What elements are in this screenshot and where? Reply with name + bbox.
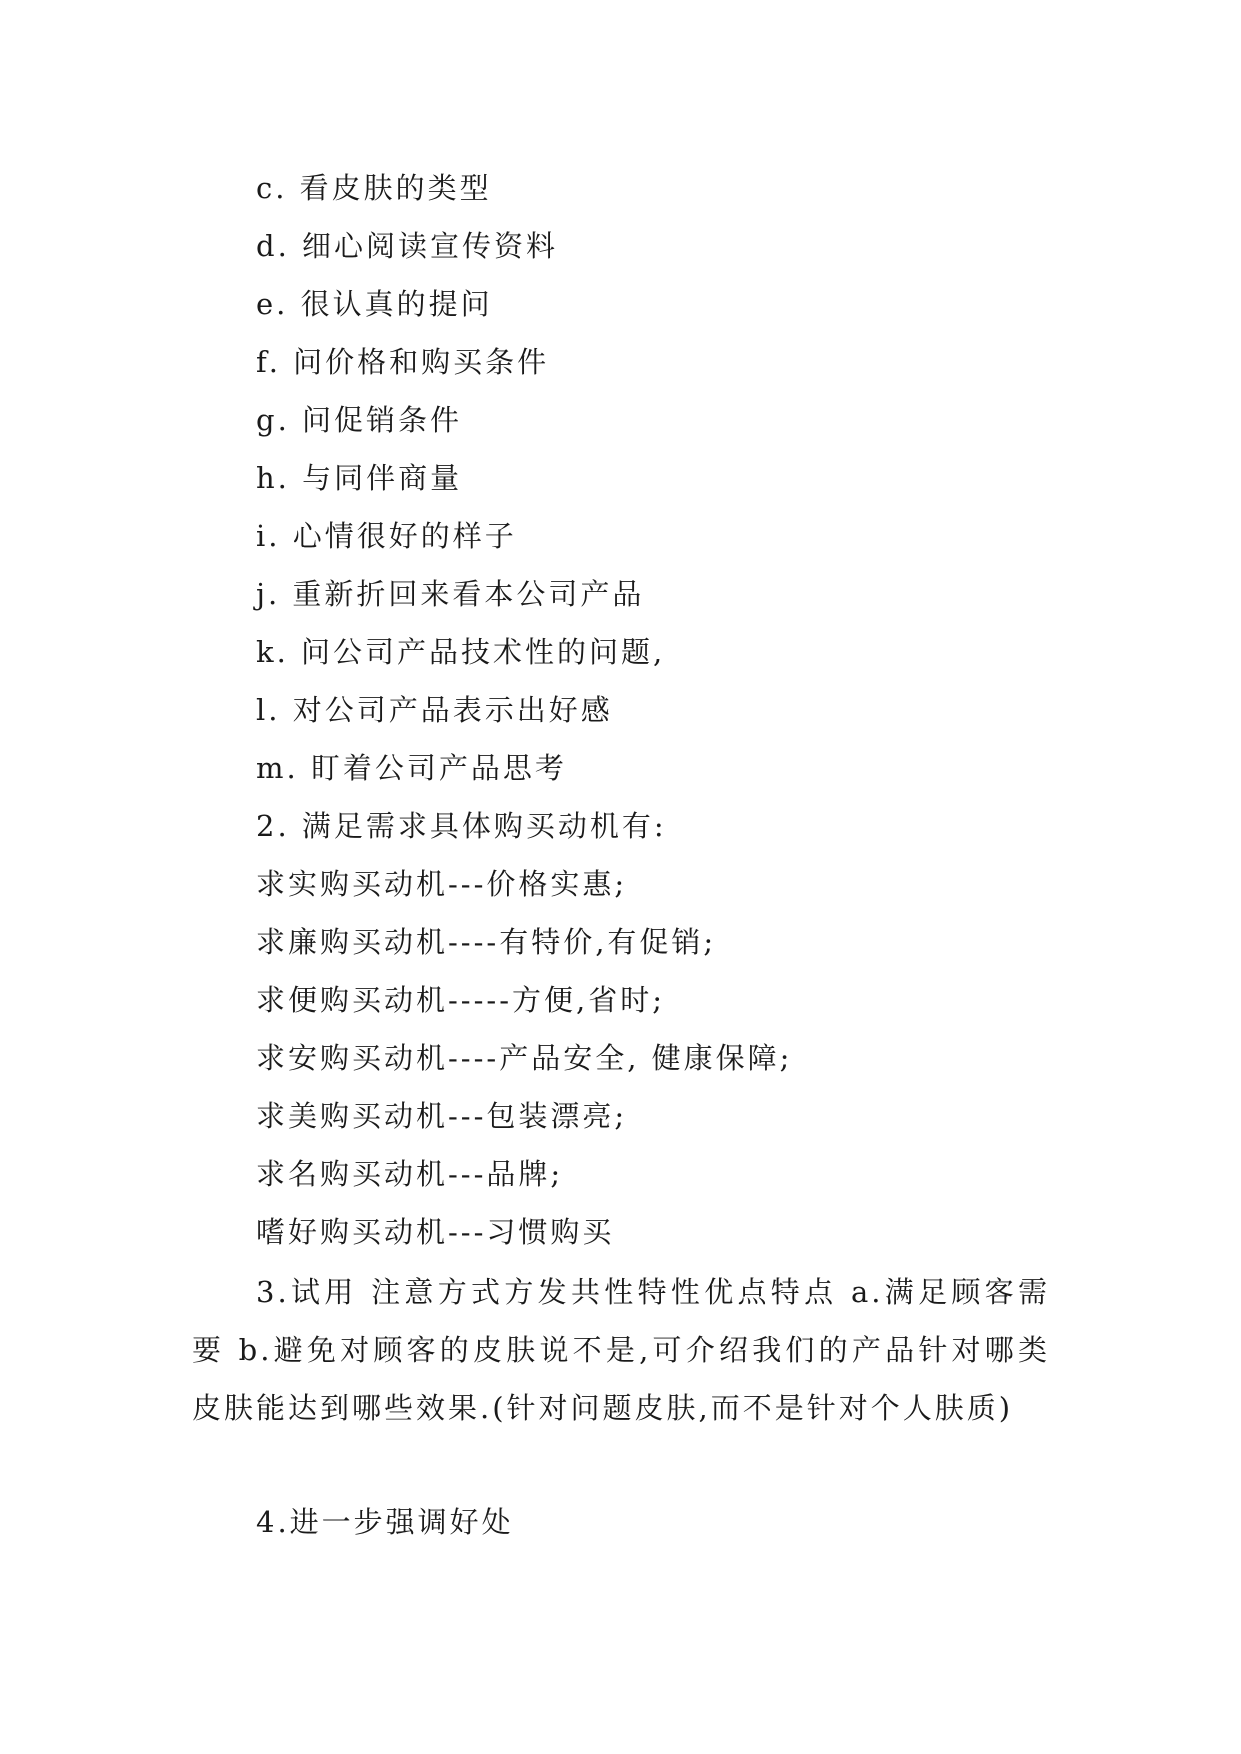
list-item-l: l. 对公司产品表示出好感 (256, 693, 613, 727)
list-item-j: j. 重新折回来看本公司产品 (256, 577, 645, 611)
motive-cheap: 求廉购买动机----有特价,有促销; (256, 925, 717, 959)
list-item-i: i. 心情很好的样子 (256, 519, 517, 553)
list-item-g: g. 问促销条件 (256, 403, 463, 437)
list-item-e: e. 很认真的提问 (256, 287, 493, 321)
list-item-m: m. 盯着公司产品思考 (256, 751, 567, 785)
list-item-k: k. 问公司产品技术性的问题, (256, 635, 666, 669)
section-3-paragraph: 3.试用 注意方式方发共性特性优点特点 a.满足顾客需要 b.避免对顾客的皮肤说不是,可介绍我们的产品针对哪类皮肤能达到哪些效果.(针对问题皮肤,而不是针对个人肤质) (192, 1275, 1050, 1425)
motive-habit: 嗜好购买动机---习惯购买 (256, 1215, 615, 1249)
list-item-d: d. 细心阅读宣传资料 (256, 229, 559, 263)
section-2-heading: 2. 满足需求具体购买动机有: (256, 809, 667, 843)
section-4-heading: 4.进一步强调好处 (256, 1505, 514, 1539)
motive-practical: 求实购买动机---价格实惠; (256, 867, 628, 901)
motive-beauty: 求美购买动机---包装漂亮; (256, 1099, 628, 1133)
motive-safety: 求安购买动机----产品安全, 健康保障; (256, 1041, 793, 1075)
list-item-f: f. 问价格和购买条件 (256, 345, 550, 379)
motive-convenience: 求便购买动机-----方便,省时; (256, 983, 665, 1017)
motive-brand: 求名购买动机---品牌; (256, 1157, 564, 1191)
list-item-h: h. 与同伴商量 (256, 461, 463, 495)
list-item-c: c. 看皮肤的类型 (256, 171, 492, 205)
